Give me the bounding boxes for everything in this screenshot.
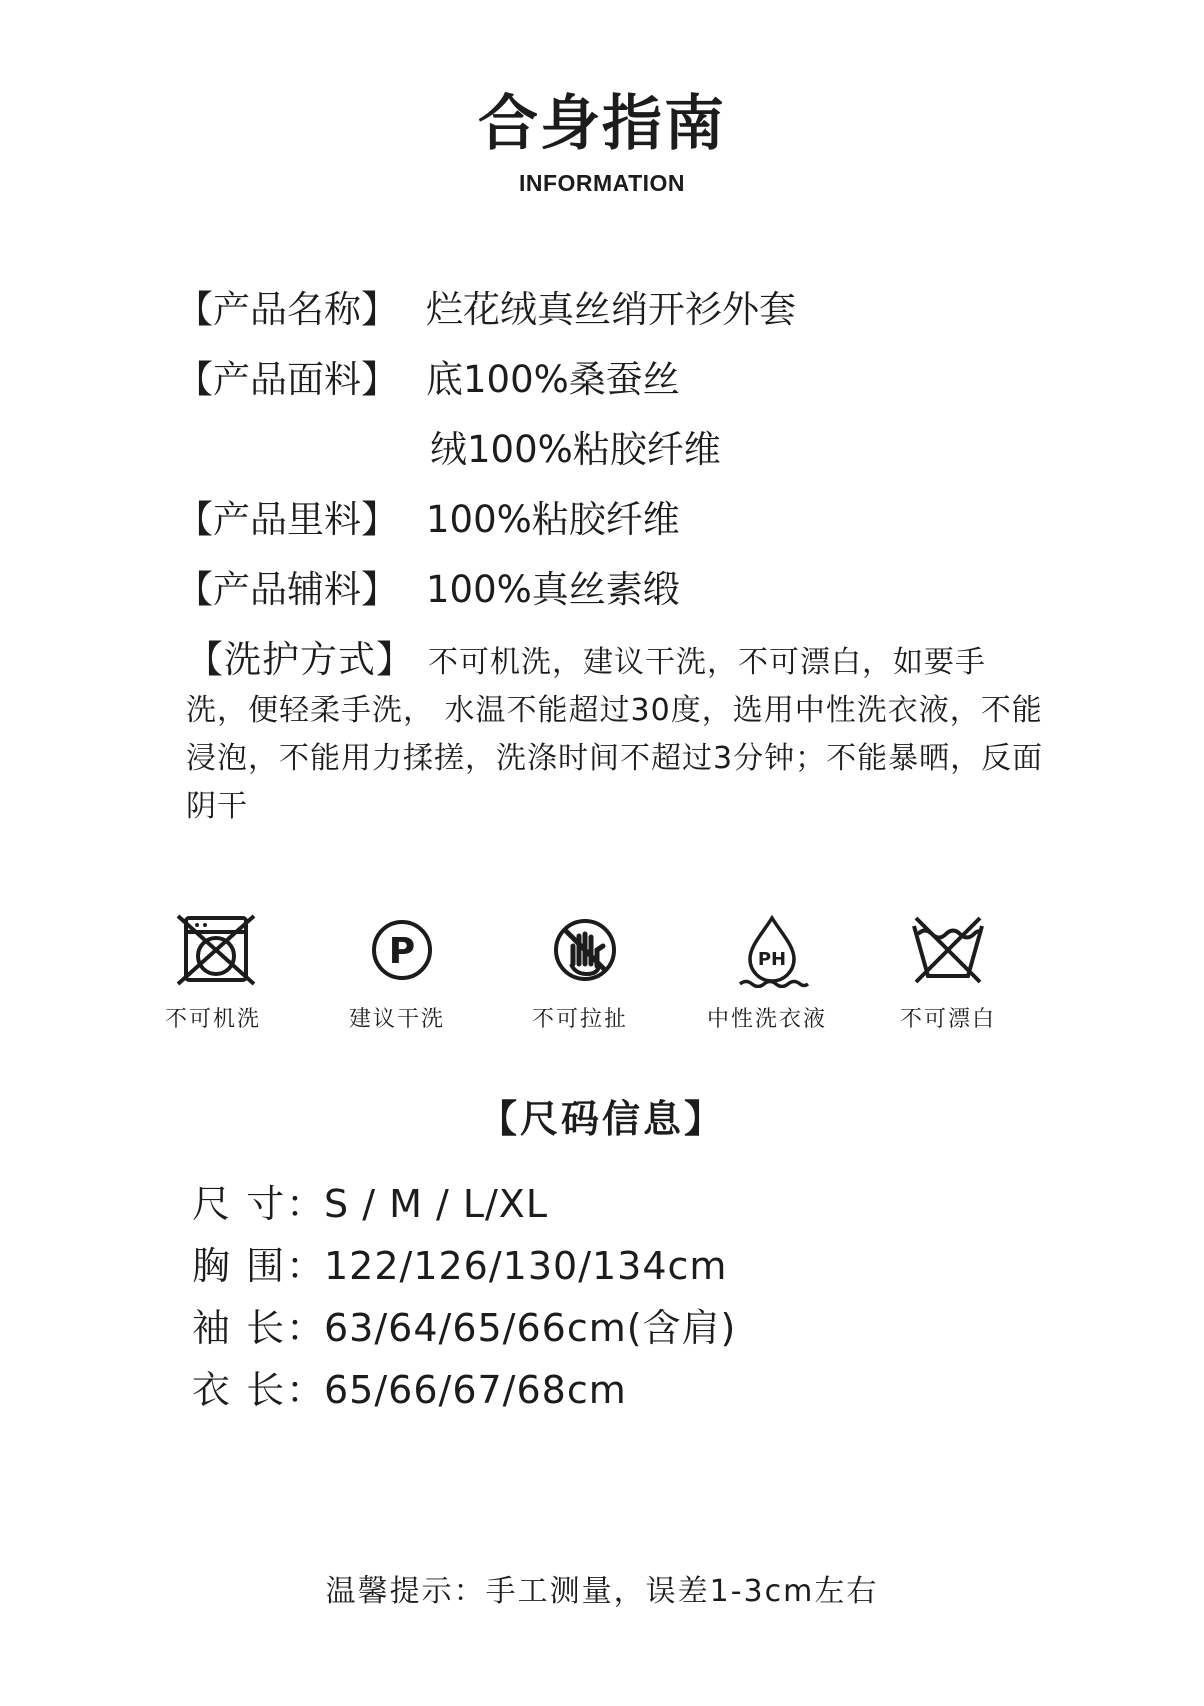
product-fabric-value: 底100%桑蚕丝	[426, 358, 680, 401]
care-icon-label-3: 不可拉扯	[531, 1007, 628, 1032]
size-info-title: 【尺码信息】	[478, 1097, 725, 1141]
product-lining-value: 100%粘胶纤维	[426, 498, 680, 541]
care-icon-label-5: 不可漂白	[899, 1007, 996, 1032]
care-icon-label-4: 中性洗衣液	[706, 1007, 827, 1032]
size-row	[192, 1368, 627, 1414]
size-row-label: 袖 长：	[192, 1306, 327, 1350]
product-fabric-label: 【产品面料】	[176, 358, 398, 401]
page-subtitle: INFORMATION	[518, 170, 686, 196]
size-row-value: 63/64/65/66cm(含肩)	[324, 1306, 737, 1350]
measurement-note: 温馨提示：手工测量，误差1-3cm左右	[325, 1574, 879, 1609]
product-fabric-row	[176, 358, 680, 402]
product-lining-row	[176, 498, 680, 542]
page-title: 合身指南	[478, 89, 726, 159]
size-row	[192, 1306, 736, 1352]
size-row-label: 胸 围：	[192, 1244, 327, 1288]
ph-drop-icon	[732, 912, 812, 988]
product-accessory-value: 100%真丝素缎	[426, 568, 680, 611]
care-value: 不可机洗，建议干洗，不可漂白，如要手洗，便轻柔手洗， 水温不能超过30度，选用中性洗衣液，不能浸泡，不能用力揉搓，洗涤时间不超过3分钟；不能暴晒，反面阴干	[186, 645, 1044, 824]
product-fabric-value-2: 绒100%粘胶纤维	[430, 428, 721, 471]
care-icon-label-2: 建议干洗	[348, 1007, 445, 1032]
svg-text:PH: PH	[757, 949, 787, 970]
no-bleach-icon	[908, 912, 988, 988]
size-row-value: 122/126/130/134cm	[324, 1244, 728, 1288]
svg-text:P: P	[388, 931, 416, 972]
product-lining-label: 【产品里料】	[176, 498, 398, 541]
size-row-label: 衣 长：	[192, 1368, 327, 1412]
size-row	[192, 1244, 727, 1290]
size-row	[192, 1182, 548, 1228]
care-instructions	[186, 636, 1046, 831]
size-row-value: S / M / L/XL	[324, 1182, 549, 1226]
product-name-label: 【产品名称】	[176, 288, 398, 331]
care-label: 【洗护方式】	[186, 638, 414, 681]
product-accessory-row	[176, 568, 680, 612]
product-name-value: 烂花绒真丝绡开衫外套	[426, 288, 796, 331]
size-row-value: 65/66/67/68cm	[324, 1368, 627, 1412]
no-machine-wash-icon	[176, 912, 256, 988]
no-pull-hand-icon	[545, 912, 625, 988]
size-row-label: 尺 寸：	[192, 1182, 327, 1226]
care-icon-label-1: 不可机洗	[164, 1007, 261, 1032]
product-accessory-label: 【产品辅料】	[176, 568, 398, 611]
product-name-row	[176, 288, 796, 332]
dry-clean-p-icon	[362, 912, 442, 988]
